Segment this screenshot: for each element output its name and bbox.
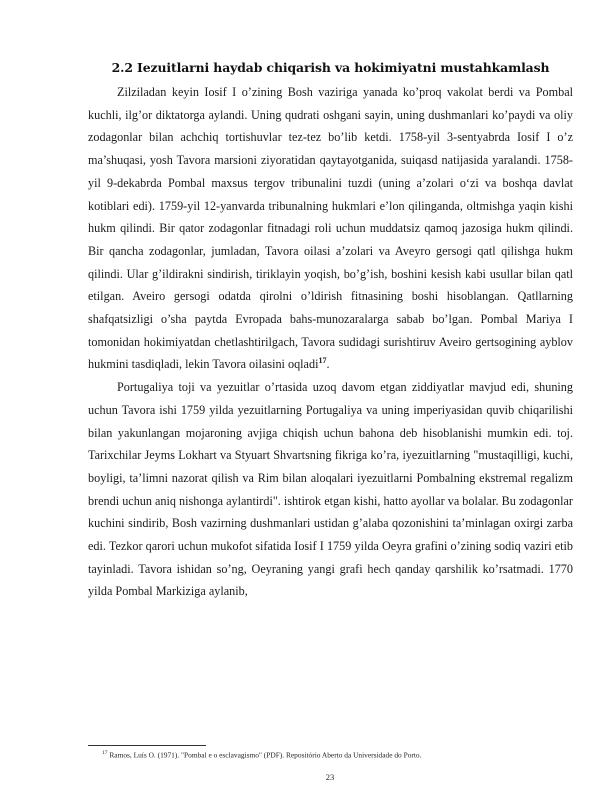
section-heading: 2.2 Iezuitlarni haydab chiqarish va hokimiyatni mustahkamlash [111,60,550,75]
paragraph-1 [88,81,573,376]
footnote [102,750,572,759]
body-text [88,81,573,603]
paragraph-1-text: Zilziladan keyin Iosif I o’zining Bosh vaziriga yanada ko’proq vakolat berdi va Pombal kuchli, ilg’or diktatorga aylandi. Uning qudrati oshgani sayin, uning dushmanlari ko’paydi va oliy zodagonlar bilan achchiq tortishuvlar tez-tez bo’lib ketdi. 1758-yil 3-sentyabrda Iosif I o’z ma’shuqasi, yosh Tavora marsioni ziyoratidan qaytayotganida, suiqasd natijasida yaralandi. 1758-yil 9-dekabrda Pombal maxsus tergov tribunalini tuzdi (uning a’zolari o‘zi va boshqa davlat kotiblari edi). 1759-yil 12-yanvarda tribunalning hukmlari e’lon qilinganda, oltmishga yaqin kishi hukm qilindi. Bir qator zodagonlar fitnadagi roli uchun muddatsiz qamoq jazosiga hukm qilindi. Bir qancha zodagonlar, jumladan, Tavora oilasi a’zolari va Aveyro gersogi qatl qilishga hukm qilindi. Ular g’ildirakni sindirish, tiriklayin yoqish, bo’g’ish, boshini kesish kabi usullar bilan qatl etilgan. Aveiro gersogi odatda qirolni o’ldirish fitnasining boshi hisoblangan. Qatllarning shafqatsizligi o’sha paytda Evropada bahs-munozaralarga sabab bo’lgan. Pombal Mariya I tomonidan hokimiyatdan chetlashtirilgach, Tavora sudidagi surishtiruv Aveiro gertsogining ayblov hukmini tasdiqladi, lekin Tavora oilasini oqladi [88,85,573,372]
footnote-ref-17[interactable]: 17 [318,356,327,366]
paragraph-2: Portugaliya toji va yezuitlar o’rtasida uzoq davom etgan ziddiyatlar mavjud edi, shuning uchun Tavora ishi 1759 yilda yezuitlarning Portugaliya va uning imperiyasidan quvib chiqarilishi bilan yakunlangan mojaroning avjiga chiqish uchun bahona deb hisoblanishi mumkin edi. toj. Tarixchilar Jeyms Lokhart va Styuart Shvartsning fikriga ko’ra, iyezuitlarning "mustaqilligi, kuchi, boyligi, ta’limni nazorat qilish va Rim bilan aloqalari iyezuitlarni Pombalning ekstremal regalizm brendi uchun aniq nishonga aylantirdi". ishtirok etgan kishi, hatto ayollar va bolalar. Bu zodagonlar kuchini sindirib, Bosh vazirning dushmanlari ustidan g’alaba qozonishini ta’minlagan oxirgi zarba edi. Tezkor qarori uchun mukofot sifatida Iosif I 1759 yilda Oeyra grafini o’zining sodiq vaziri etib tayinladi. Tavora ishidan so’ng, Oeyraning yangi grafi hech qanday qarshilik ko’rsatmadi. 1770 yilda Pombal Markiziga aylanib, [88,380,573,599]
footnote-separator [88,745,206,746]
page-number: 23 [325,772,335,782]
footnote-text: Ramos, Luís O. (1971). "Pombal e o esclavagismo" (PDF). Repositório Aberto da Universidade do Porto. [109,750,422,760]
paragraph-1-end: . [326,357,330,372]
footnote-number: 17 [102,750,108,756]
